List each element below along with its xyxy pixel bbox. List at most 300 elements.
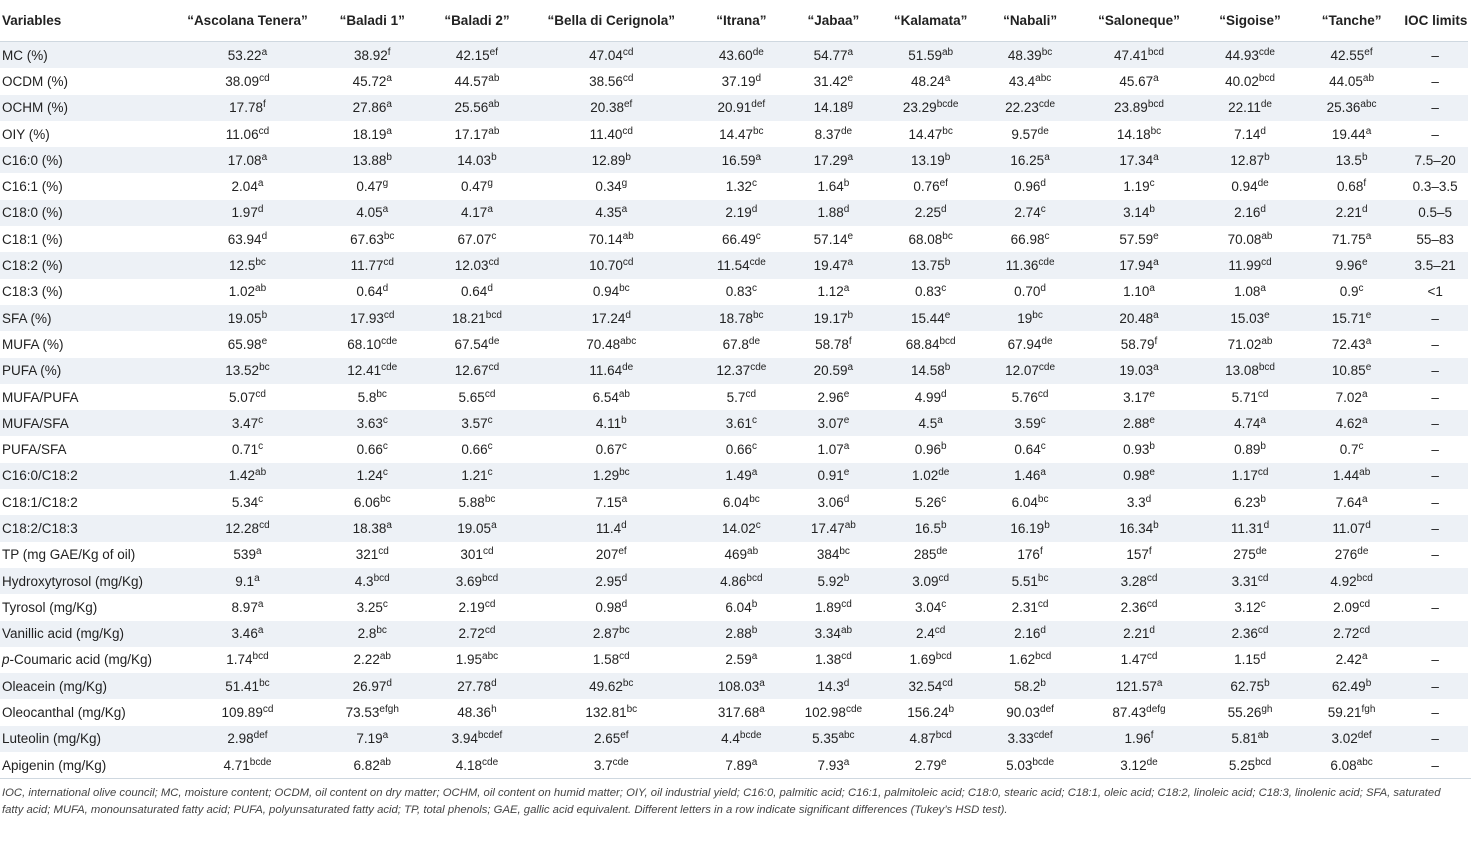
table-cell bbox=[427, 226, 526, 252]
significance-letters: c bbox=[1260, 598, 1266, 610]
table-cell bbox=[787, 173, 880, 199]
cell-value: 40.02 bbox=[1225, 73, 1259, 89]
significance-letters: bcd bbox=[1035, 651, 1052, 663]
cell-value: 3.46 bbox=[231, 626, 258, 642]
significance-letters: bc bbox=[622, 677, 634, 689]
cell-value: 2.98 bbox=[227, 731, 254, 747]
table-cell bbox=[880, 121, 982, 147]
table-cell bbox=[1402, 752, 1468, 778]
significance-letters: a bbox=[386, 125, 392, 137]
table-cell bbox=[1301, 279, 1403, 305]
cell-value: 19.05 bbox=[457, 520, 492, 536]
table-cell bbox=[527, 121, 696, 147]
table-cell bbox=[1199, 752, 1301, 778]
cell-value: 3.12 bbox=[1234, 599, 1261, 615]
table-row bbox=[0, 200, 1468, 226]
table-cell bbox=[1079, 68, 1200, 94]
table-cell bbox=[1199, 331, 1301, 357]
table-cell bbox=[1199, 279, 1301, 305]
row-label-text: Vanillic acid (mg/Kg) bbox=[2, 626, 125, 642]
table-cell bbox=[880, 726, 982, 752]
cell-value: 1.02 bbox=[228, 284, 256, 300]
table-cell bbox=[880, 384, 982, 410]
significance-letters: d bbox=[1361, 204, 1368, 216]
cell-value: 3.02 bbox=[1331, 731, 1358, 747]
table-cell bbox=[317, 463, 427, 489]
table-row bbox=[0, 568, 1468, 594]
significance-letters: ab bbox=[488, 125, 500, 137]
table-cell bbox=[178, 647, 318, 673]
table-cell bbox=[1301, 331, 1403, 357]
cell-value: 0.96 bbox=[914, 442, 942, 458]
significance-letters: cd bbox=[383, 309, 395, 321]
table-cell bbox=[981, 752, 1078, 778]
significance-letters: bc bbox=[383, 230, 395, 242]
cell-value: – bbox=[1431, 547, 1439, 563]
row-label bbox=[0, 331, 178, 357]
table-cell bbox=[696, 673, 787, 699]
significance-letters: b bbox=[751, 625, 758, 637]
significance-letters: a bbox=[1040, 467, 1046, 479]
cell-value: – bbox=[1431, 652, 1439, 668]
table-cell bbox=[1301, 594, 1403, 620]
table-cell bbox=[1301, 42, 1403, 69]
significance-letters: d bbox=[621, 572, 628, 584]
cell-value: 20.91 bbox=[717, 100, 752, 116]
significance-letters: bcd bbox=[939, 335, 956, 347]
cell-value: – bbox=[1431, 705, 1439, 721]
table-cell bbox=[178, 463, 318, 489]
table-cell bbox=[178, 147, 318, 173]
cell-value: 68.08 bbox=[908, 231, 943, 247]
significance-letters: f bbox=[1148, 546, 1152, 558]
table-cell bbox=[427, 752, 526, 778]
significance-letters: abc bbox=[838, 730, 855, 742]
cell-value: 15.03 bbox=[1230, 310, 1265, 326]
significance-letters: de bbox=[936, 546, 948, 558]
cell-value: 1.10 bbox=[1123, 284, 1150, 300]
significance-letters: a bbox=[1365, 335, 1372, 347]
significance-letters: a bbox=[847, 362, 854, 374]
table-cell bbox=[787, 226, 880, 252]
cell-value: 26.97 bbox=[352, 678, 387, 694]
column-header: “Tanche” bbox=[1301, 0, 1403, 42]
table-cell bbox=[178, 436, 318, 462]
significance-letters: c bbox=[1040, 414, 1046, 426]
cell-value: 1.32 bbox=[725, 179, 752, 195]
significance-letters: a bbox=[755, 151, 762, 163]
significance-letters: e bbox=[1153, 230, 1159, 242]
table-cell bbox=[1199, 121, 1301, 147]
significance-letters: bc bbox=[259, 677, 270, 689]
cell-value: 5.07 bbox=[229, 389, 256, 405]
table-cell bbox=[1402, 42, 1468, 69]
table-cell bbox=[317, 699, 427, 725]
table-cell bbox=[317, 568, 427, 594]
significance-letters: c bbox=[382, 467, 388, 479]
table-cell bbox=[178, 515, 318, 541]
cell-value: 68.84 bbox=[905, 336, 940, 352]
significance-letters: cd bbox=[622, 257, 634, 269]
row-label bbox=[0, 673, 178, 699]
table-cell bbox=[527, 726, 696, 752]
table-cell bbox=[696, 515, 787, 541]
cell-value: 1.24 bbox=[356, 468, 383, 484]
significance-letters: cd bbox=[1037, 598, 1049, 610]
cell-value: <1 bbox=[1427, 284, 1443, 300]
significance-letters: c bbox=[755, 519, 761, 531]
significance-letters: ab bbox=[844, 519, 856, 531]
table-cell bbox=[1079, 331, 1200, 357]
table-row bbox=[0, 699, 1468, 725]
significance-letters: b bbox=[847, 309, 854, 321]
table-cell bbox=[1199, 410, 1301, 436]
cell-value: 1.02 bbox=[911, 468, 939, 484]
significance-letters: b bbox=[944, 151, 951, 163]
significance-letters: d bbox=[1149, 625, 1155, 637]
significance-letters: d bbox=[843, 677, 850, 689]
row-label bbox=[0, 42, 178, 69]
significance-letters: ef bbox=[489, 46, 499, 58]
table-cell bbox=[696, 147, 787, 173]
table-cell bbox=[787, 752, 880, 778]
significance-letters: a bbox=[759, 677, 765, 689]
significance-letters: a bbox=[487, 204, 493, 216]
table-cell bbox=[1301, 226, 1403, 252]
cell-value: 3.61 bbox=[725, 415, 752, 431]
cell-value: 539 bbox=[233, 547, 256, 563]
row-label-text: OIY (%) bbox=[2, 126, 50, 142]
significance-letters: a bbox=[1153, 257, 1159, 269]
cell-value: 0.94 bbox=[1231, 179, 1258, 195]
cell-value: 12.87 bbox=[1230, 152, 1265, 168]
significance-letters: bc bbox=[484, 493, 496, 505]
cell-value: 67.94 bbox=[1007, 336, 1042, 352]
cell-value: 0.98 bbox=[595, 599, 622, 615]
table-cell bbox=[880, 200, 982, 226]
cell-value: 4.74 bbox=[1234, 415, 1261, 431]
table-cell bbox=[317, 621, 427, 647]
table-cell bbox=[787, 568, 880, 594]
cell-value: 71.02 bbox=[1227, 336, 1262, 352]
cell-value: – bbox=[1431, 336, 1439, 352]
cell-value: – bbox=[1431, 678, 1439, 694]
significance-letters: bc bbox=[619, 283, 630, 295]
significance-letters: bcd bbox=[1147, 46, 1164, 58]
table-cell bbox=[427, 594, 526, 620]
cell-value: 17.17 bbox=[454, 126, 489, 142]
table-cell bbox=[1079, 726, 1200, 752]
table-cell bbox=[427, 489, 526, 515]
table-row bbox=[0, 226, 1468, 252]
row-label bbox=[0, 68, 178, 94]
significance-letters: d bbox=[1040, 625, 1046, 637]
cell-value: 2.36 bbox=[1231, 626, 1258, 642]
table-footnote: IOC, international olive council; MC, moisture content; OCDM, oil content on dry matter; OCHM, oil content on humid matter; OIY, oil industrial yield; C16:0, palmitic acid; C16:1, palmitoleic acid; C18:0, stearic acid; C18:1, oleic acid; C18:2, linoleic acid; C18:3, linolenic acid; SFA, saturated fatty acid; MUFA, monounsaturated fatty acid; PUFA, polyunsaturated fatty acid; TP, total phenols; GAE, gallic acid equivalent. Different letters in a row indicate significant differences (Tukey’s HSD test). bbox=[2, 787, 1441, 817]
cell-value: 4.5 bbox=[918, 415, 938, 431]
cell-value: 47.04 bbox=[589, 47, 623, 63]
significance-letters: b bbox=[948, 704, 955, 716]
table-row bbox=[0, 95, 1468, 121]
table-cell bbox=[696, 594, 787, 620]
row-label-text: Tyrosol (mg/Kg) bbox=[2, 599, 98, 615]
significance-letters: c bbox=[491, 230, 497, 242]
significance-letters: bc bbox=[1041, 46, 1053, 58]
table-cell bbox=[427, 726, 526, 752]
significance-letters: ab bbox=[255, 283, 267, 295]
table-cell bbox=[1402, 568, 1468, 594]
significance-letters: b bbox=[1264, 151, 1270, 163]
significance-letters: e bbox=[843, 414, 850, 426]
cell-value: 5.65 bbox=[458, 389, 485, 405]
cell-value: 0.70 bbox=[1014, 284, 1041, 300]
cell-value: 44.05 bbox=[1329, 73, 1363, 89]
significance-letters: c bbox=[258, 414, 264, 426]
table-row bbox=[0, 542, 1468, 568]
table-cell bbox=[317, 542, 427, 568]
significance-letters: bc bbox=[259, 362, 270, 374]
significance-letters: efgh bbox=[379, 704, 399, 716]
cell-value: 102.98 bbox=[804, 705, 846, 721]
cell-value: 4.87 bbox=[909, 731, 936, 747]
significance-letters: gh bbox=[1261, 704, 1273, 716]
table-cell bbox=[1199, 621, 1301, 647]
row-label bbox=[0, 121, 178, 147]
significance-letters: a bbox=[1361, 388, 1368, 400]
cell-value: 87.43 bbox=[1112, 705, 1147, 721]
significance-letters: a bbox=[751, 467, 758, 479]
significance-letters: bc bbox=[752, 125, 764, 137]
table-cell bbox=[1079, 384, 1200, 410]
cell-value: 4.4 bbox=[721, 731, 740, 747]
table-cell bbox=[527, 489, 696, 515]
cell-value: 54.77 bbox=[813, 47, 848, 63]
cell-value: 10.85 bbox=[1331, 363, 1366, 379]
significance-letters: a bbox=[1365, 125, 1372, 137]
significance-letters: b bbox=[386, 151, 392, 163]
significance-letters: f bbox=[848, 335, 852, 347]
cell-value: 0.67 bbox=[595, 442, 622, 458]
table-cell bbox=[427, 384, 526, 410]
significance-letters: cde bbox=[750, 362, 767, 374]
table-cell bbox=[1402, 173, 1468, 199]
cell-value: 5.92 bbox=[817, 573, 844, 589]
cell-value: 67.8 bbox=[722, 336, 749, 352]
table-cell bbox=[696, 331, 787, 357]
cell-value: 12.07 bbox=[1005, 363, 1039, 379]
cell-value: 6.06 bbox=[353, 494, 381, 510]
cell-value: 43.4 bbox=[1008, 73, 1036, 89]
table-row bbox=[0, 147, 1468, 173]
significance-letters: ef bbox=[623, 99, 633, 111]
table-cell bbox=[981, 568, 1078, 594]
table-cell bbox=[880, 95, 982, 121]
significance-letters: a bbox=[382, 204, 389, 216]
table-cell bbox=[787, 252, 880, 278]
significance-letters: a bbox=[386, 99, 392, 111]
table-cell bbox=[1199, 252, 1301, 278]
table-cell bbox=[1199, 699, 1301, 725]
significance-letters: c bbox=[382, 598, 388, 610]
cell-value: 70.14 bbox=[588, 231, 623, 247]
table-cell bbox=[981, 410, 1078, 436]
row-label-text: Oleacein (mg/Kg) bbox=[2, 678, 108, 694]
significance-letters: bc bbox=[255, 257, 266, 269]
cell-value: 12.41 bbox=[347, 363, 382, 379]
cell-value: 11.07 bbox=[1332, 520, 1366, 536]
significance-letters: g bbox=[621, 178, 628, 190]
table-cell bbox=[1079, 542, 1200, 568]
table-cell bbox=[880, 305, 982, 331]
cell-value: 0.3–3.5 bbox=[1412, 179, 1458, 195]
significance-letters: a bbox=[254, 572, 260, 584]
significance-letters: ef bbox=[618, 546, 627, 558]
significance-letters: c bbox=[941, 493, 947, 505]
table-cell bbox=[427, 305, 526, 331]
cell-value: 38.56 bbox=[589, 73, 623, 89]
significance-letters: c bbox=[1149, 178, 1155, 190]
table-cell bbox=[527, 68, 696, 94]
significance-letters: a bbox=[261, 151, 268, 163]
cell-value: 1.96 bbox=[1124, 731, 1151, 747]
cell-value: 70.48 bbox=[586, 336, 621, 352]
table-cell bbox=[787, 121, 880, 147]
cell-value: 2.36 bbox=[1120, 599, 1147, 615]
cell-value: 2.4 bbox=[915, 626, 935, 642]
row-label-text: C18:2 (%) bbox=[2, 258, 63, 274]
significance-letters: a bbox=[1361, 493, 1368, 505]
row-label-text: -Coumaric acid (mg/Kg) bbox=[9, 652, 153, 668]
cell-value: 1.08 bbox=[1234, 284, 1261, 300]
significance-letters: g bbox=[487, 178, 493, 190]
cell-value: 23.89 bbox=[1114, 100, 1148, 116]
cell-value: 44.57 bbox=[454, 73, 489, 89]
table-cell bbox=[178, 621, 318, 647]
significance-letters: b bbox=[1264, 677, 1270, 689]
cell-value: 2.59 bbox=[725, 652, 752, 668]
significance-letters: cd bbox=[745, 388, 757, 400]
row-label bbox=[0, 147, 178, 173]
table-cell bbox=[317, 647, 427, 673]
table-cell bbox=[178, 542, 318, 568]
significance-letters: def bbox=[1040, 704, 1054, 716]
cell-value: 32.54 bbox=[908, 678, 943, 694]
table-cell bbox=[1402, 726, 1468, 752]
table-row bbox=[0, 463, 1468, 489]
table-cell bbox=[1301, 489, 1403, 515]
table-cell bbox=[317, 594, 427, 620]
table-cell bbox=[317, 173, 427, 199]
significance-letters: d bbox=[257, 204, 264, 216]
cell-value: 5.88 bbox=[458, 494, 485, 510]
significance-letters: a bbox=[382, 730, 389, 742]
cell-value: 16.34 bbox=[1119, 520, 1154, 536]
table-cell bbox=[1079, 489, 1200, 515]
significance-letters: d bbox=[843, 493, 850, 505]
table-cell bbox=[1199, 358, 1301, 384]
cell-value: – bbox=[1431, 468, 1439, 484]
row-label bbox=[0, 542, 178, 568]
table-cell bbox=[1079, 42, 1200, 69]
significance-letters: abc bbox=[1356, 756, 1373, 768]
cell-value: 0.64 bbox=[1014, 442, 1041, 458]
table-cell bbox=[178, 200, 318, 226]
significance-letters: cd bbox=[1257, 625, 1269, 637]
table-cell bbox=[1079, 568, 1200, 594]
cell-value: 5.7 bbox=[726, 389, 746, 405]
table-cell bbox=[696, 489, 787, 515]
significance-letters: f bbox=[1154, 335, 1158, 347]
table-cell bbox=[880, 358, 982, 384]
row-label-text: Luteolin (mg/Kg) bbox=[2, 731, 102, 747]
cell-value: 42.55 bbox=[1330, 47, 1365, 63]
table-cell bbox=[527, 542, 696, 568]
significance-letters: bc bbox=[626, 704, 638, 716]
cell-value: 2.88 bbox=[1123, 415, 1150, 431]
cell-value: 1.97 bbox=[231, 205, 258, 221]
row-label-text: C18:1 (%) bbox=[2, 231, 63, 247]
table-row bbox=[0, 384, 1468, 410]
cell-value: 49.62 bbox=[589, 678, 623, 694]
significance-letters: cde bbox=[482, 756, 499, 768]
table-cell bbox=[981, 200, 1078, 226]
row-label bbox=[0, 200, 178, 226]
cell-value: – bbox=[1431, 100, 1439, 116]
table-cell bbox=[1301, 305, 1403, 331]
significance-letters: a bbox=[759, 704, 765, 716]
table-cell bbox=[527, 699, 696, 725]
table-cell bbox=[1199, 68, 1301, 94]
cell-value: 0.7 bbox=[1339, 442, 1359, 458]
table-cell bbox=[427, 673, 526, 699]
significance-letters: ab bbox=[1359, 467, 1371, 479]
table-cell bbox=[317, 279, 427, 305]
cell-value: 11.64 bbox=[589, 363, 623, 379]
cell-value: 3.47 bbox=[231, 415, 259, 431]
table-cell bbox=[981, 699, 1078, 725]
cell-value: 6.08 bbox=[1330, 757, 1357, 773]
significance-letters: a bbox=[621, 493, 628, 505]
table-row bbox=[0, 410, 1468, 436]
table-cell bbox=[427, 647, 526, 673]
table-cell bbox=[1402, 463, 1468, 489]
table-cell bbox=[1402, 68, 1468, 94]
table-row bbox=[0, 436, 1468, 462]
significance-letters: c bbox=[751, 414, 757, 426]
table-cell bbox=[427, 279, 526, 305]
significance-letters: de bbox=[840, 125, 853, 137]
significance-letters: ab bbox=[622, 230, 634, 242]
cell-value: 11.99 bbox=[1228, 258, 1262, 274]
cell-value: 16.25 bbox=[1010, 152, 1045, 168]
significance-letters: a bbox=[937, 414, 943, 426]
table-cell bbox=[427, 121, 526, 147]
cell-value: 66.49 bbox=[721, 231, 756, 247]
significance-letters: bc bbox=[942, 230, 953, 242]
table-cell bbox=[696, 200, 787, 226]
cell-value: 5.34 bbox=[231, 494, 259, 510]
cell-value: 13.52 bbox=[225, 363, 260, 379]
cell-value: 19.44 bbox=[1331, 126, 1366, 142]
table-cell bbox=[1079, 752, 1200, 778]
table-cell bbox=[880, 68, 982, 94]
cell-value: 71.75 bbox=[1331, 231, 1366, 247]
cell-value: 4.18 bbox=[455, 757, 483, 773]
table-cell bbox=[696, 647, 787, 673]
cell-value: 16.5 bbox=[914, 520, 942, 536]
cell-value: 13.08 bbox=[1225, 363, 1259, 379]
table-cell bbox=[880, 226, 982, 252]
